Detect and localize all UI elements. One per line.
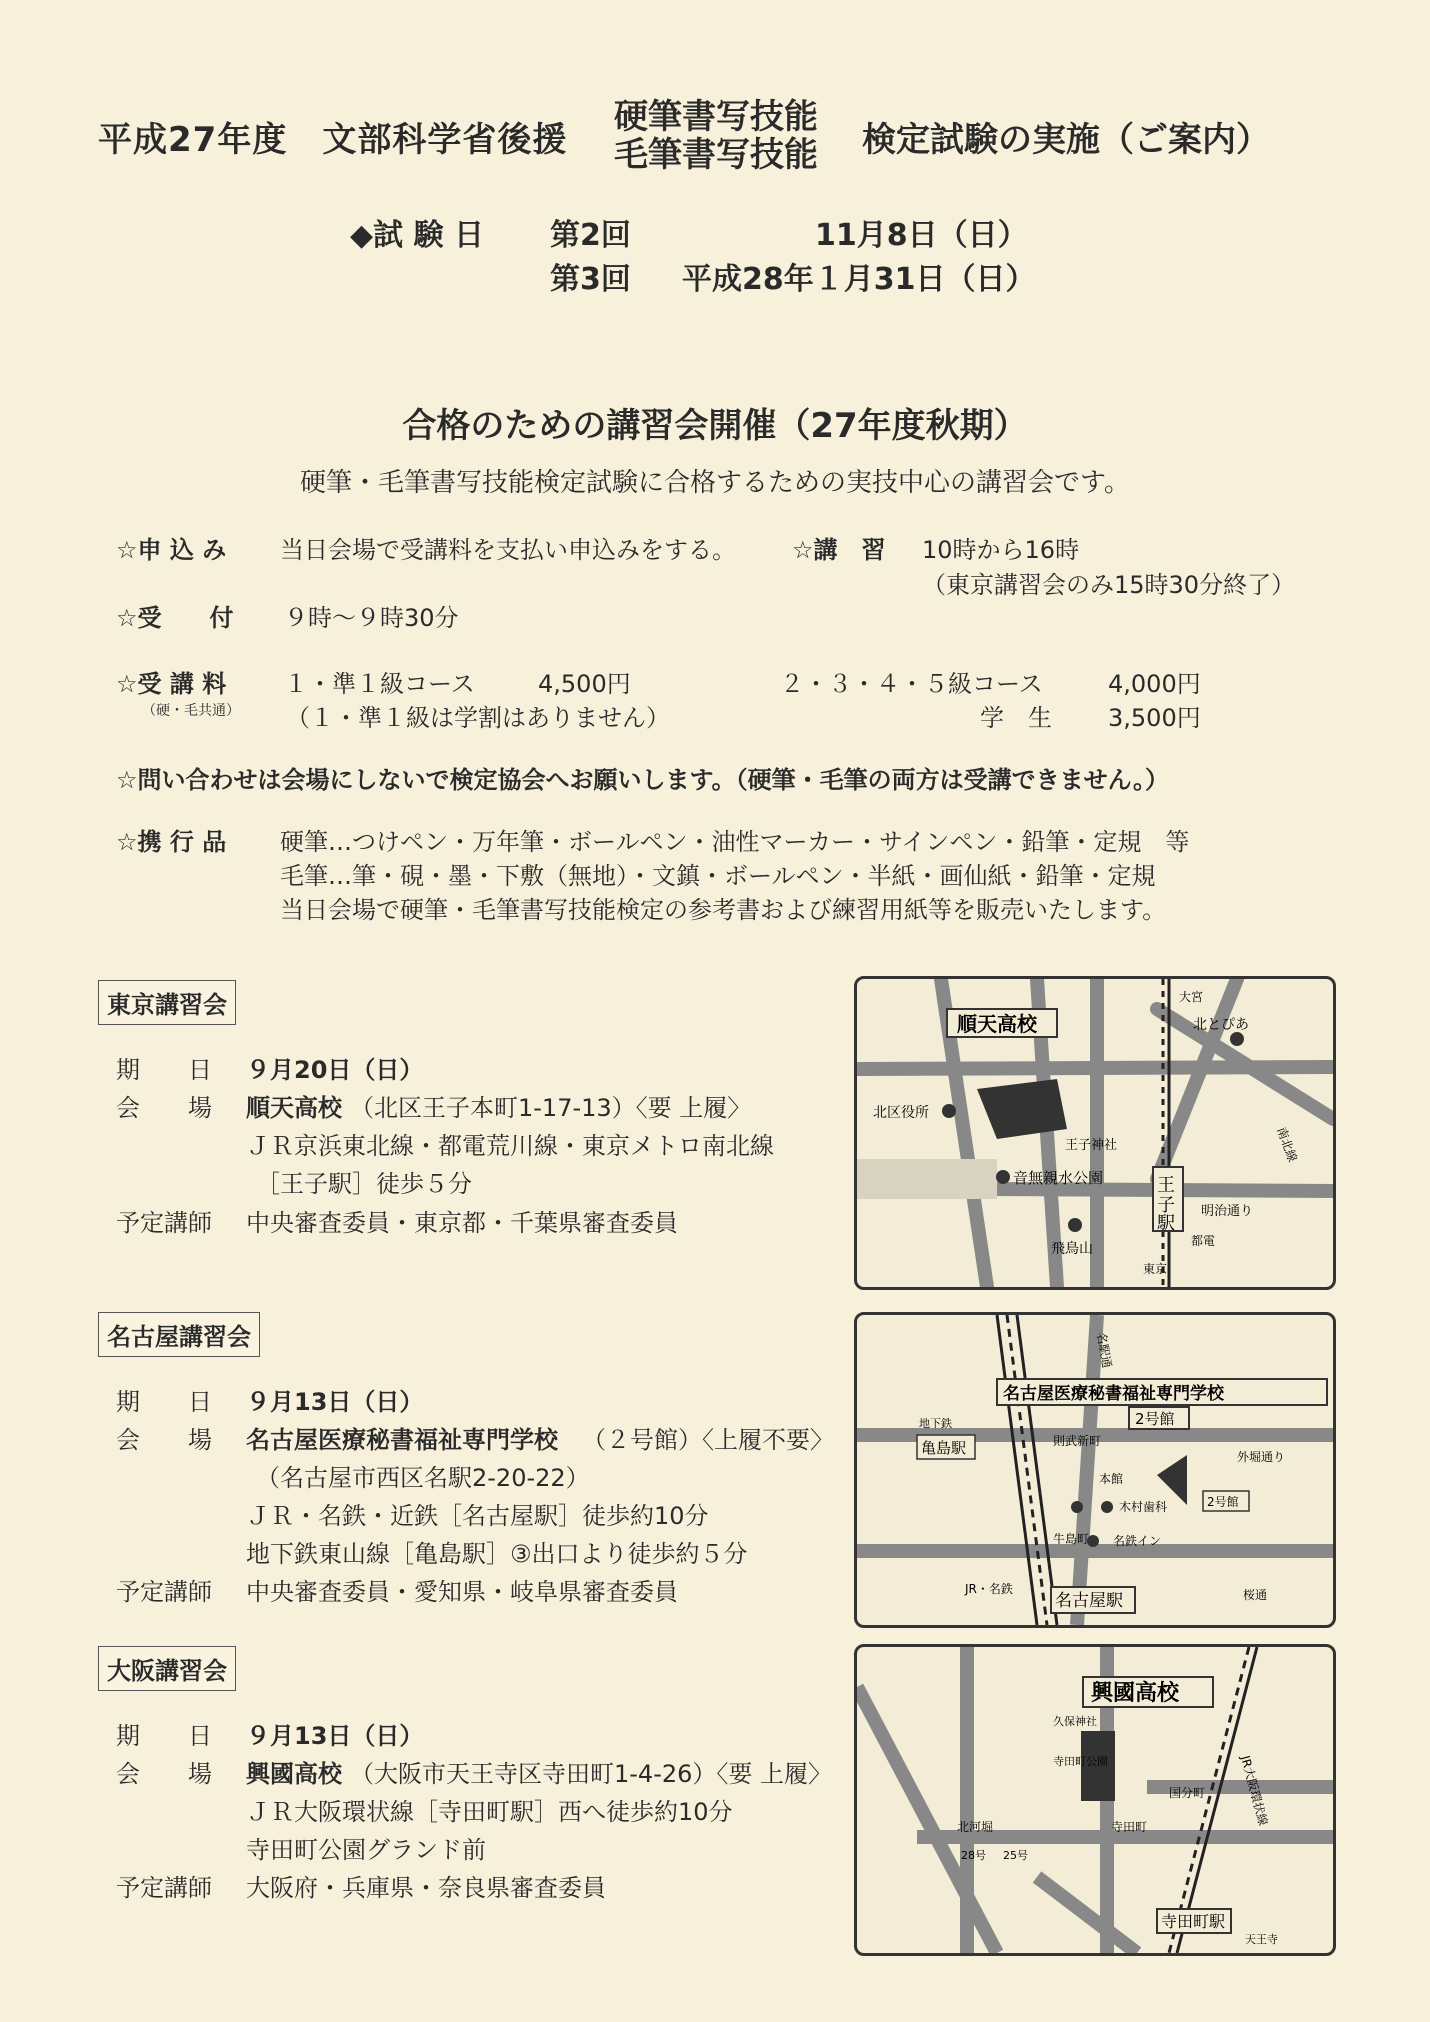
fee-student: 学 生: [980, 704, 1052, 732]
svg-text:王子神社: 王子神社: [1065, 1138, 1118, 1153]
exam-label: ◆試 験 日: [350, 218, 484, 253]
session-tokyo-title: 東京講習会: [98, 980, 236, 1025]
svg-text:飛鳥山: 飛鳥山: [1051, 1241, 1093, 1257]
svg-text:25号: 25号: [1003, 1849, 1028, 1862]
svg-text:牛島町: 牛島町: [1053, 1532, 1090, 1546]
osaka-lecturer-label: 予定講師: [116, 1874, 212, 1902]
nagoya-venue-label: 会 場: [116, 1426, 212, 1454]
svg-text:桜通: 桜通: [1243, 1588, 1268, 1602]
svg-text:JR・名鉄: JR・名鉄: [965, 1582, 1013, 1596]
session-nagoya-title: 名古屋講習会: [98, 1312, 260, 1357]
osaka-lecturer: 大阪府・兵庫県・奈良県審査委員: [246, 1874, 606, 1902]
svg-text:国分町: 国分町: [1169, 1786, 1206, 1800]
tokyo-access-2: ［王子駅］徒歩５分: [256, 1170, 472, 1198]
svg-text:外堀通り: 外堀通り: [1237, 1450, 1286, 1464]
exam-round-3: 第3回: [550, 262, 631, 297]
svg-text:興國高校: 興國高校: [1091, 1681, 1180, 1706]
items-line-1: 硬筆…つけペン・万年筆・ボールペン・油性マーカー・サインペン・鉛筆・定規 等: [280, 828, 1190, 856]
lecture-heading: 合格のための講習会開催（27年度秋期）: [402, 406, 1028, 446]
hours-text: 10時から16時: [922, 536, 1080, 564]
tokyo-lecturer-label: 予定講師: [116, 1209, 212, 1237]
svg-text:大宮: 大宮: [1179, 990, 1204, 1004]
nagoya-date-label: 期 日: [116, 1388, 212, 1416]
svg-text:南北線: 南北線: [1274, 1125, 1300, 1164]
svg-text:亀島駅: 亀島駅: [921, 1439, 967, 1457]
svg-text:JR大阪環状線: JR大阪環状線: [1238, 1754, 1271, 1828]
tokyo-map-station-1: 王: [1157, 1175, 1175, 1196]
tokyo-map-station-3: 駅: [1157, 1213, 1175, 1234]
fee-course1-price: 4,500円: [538, 670, 631, 698]
svg-text:天王寺: 天王寺: [1245, 1933, 1278, 1946]
items-line-2: 毛筆…筆・硯・墨・下敷（無地）・文鎮・ボールペン・半紙・画仙紙・鉛筆・定規: [280, 862, 1156, 890]
svg-text:北区役所: 北区役所: [873, 1105, 929, 1121]
svg-text:北河堀: 北河堀: [957, 1820, 994, 1834]
items-label: ☆携 行 品: [116, 828, 227, 856]
osaka-access-2: 寺田町公園グランド前: [246, 1836, 486, 1864]
fee-course1-note: （１・準１級は学割はありません）: [286, 704, 670, 732]
svg-text:2号館: 2号館: [1135, 1410, 1175, 1428]
svg-text:久保神社: 久保神社: [1053, 1715, 1097, 1728]
reception-label: ☆受 付: [116, 604, 234, 632]
tokyo-venue-name: 順天高校: [246, 1094, 342, 1122]
svg-text:名古屋医療秘書福祉専門学校: 名古屋医療秘書福祉専門学校: [1003, 1384, 1224, 1404]
nagoya-access-1: （名古屋市西区名駅2-20-22）: [256, 1464, 590, 1492]
items-line-3: 当日会場で硬筆・毛筆書写技能検定の参考書および練習用紙等を販売いたします。: [280, 896, 1167, 924]
svg-text:名鉄イン: 名鉄イン: [1113, 1534, 1162, 1548]
nagoya-access-2: ＪＲ・名鉄・近鉄［名古屋駅］徒歩約10分: [246, 1502, 709, 1530]
title-right: 検定試験の実施（ご案内）: [862, 120, 1270, 160]
exam-round-2: 第2回: [550, 218, 631, 253]
tokyo-map-station-2: 子: [1157, 1195, 1175, 1216]
osaka-venue-detail: （大阪市天王寺区寺田町1-4-26）〈要 上履〉: [350, 1760, 833, 1788]
exam-date-3: 平成28年１月31日（日）: [682, 262, 1036, 297]
nagoya-venue-name: 名古屋医療秘書福祉専門学校: [246, 1426, 558, 1454]
svg-text:地下鉄: 地下鉄: [919, 1417, 952, 1430]
svg-text:明治通り: 明治通り: [1201, 1204, 1254, 1219]
tokyo-date-label: 期 日: [116, 1056, 212, 1084]
svg-text:都電: 都電: [1191, 1234, 1216, 1248]
tokyo-venue-label: 会 場: [116, 1094, 212, 1122]
osaka-access-1: ＪＲ大阪環状線［寺田町駅］西へ徒歩約10分: [246, 1798, 733, 1826]
osaka-date-label: 期 日: [116, 1722, 212, 1750]
svg-text:寺田町駅: 寺田町駅: [1161, 1912, 1226, 1931]
osaka-map: [854, 1644, 1336, 1956]
fee-student-price: 3,500円: [1108, 704, 1201, 732]
osaka-date: ９月13日（日）: [246, 1722, 424, 1750]
fee-sub: （硬・毛共通）: [142, 703, 240, 719]
tokyo-date: ９月20日（日）: [246, 1056, 424, 1084]
nagoya-map: [854, 1312, 1336, 1628]
inquiry-note: ☆問い合わせは会場にしないで検定協会へお願いします。（硬筆・毛筆の両方は受講できません。）: [116, 766, 1170, 794]
osaka-venue-label: 会 場: [116, 1760, 212, 1788]
lecture-intro: 硬筆・毛筆書写技能検定試験に合格するための実技中心の講習会です。: [300, 468, 1130, 498]
title-stack-line-1: 硬筆書写技能: [614, 97, 818, 137]
svg-text:音無親水公園: 音無親水公園: [1013, 1169, 1104, 1187]
reception-text: ９時～９時30分: [284, 604, 459, 632]
tokyo-map: [854, 976, 1336, 1290]
svg-text:木村歯科: 木村歯科: [1119, 1500, 1168, 1514]
svg-text:28号: 28号: [961, 1849, 986, 1862]
tokyo-map-school: 順天高校: [957, 1012, 1037, 1036]
svg-text:寺田町公園: 寺田町公園: [1053, 1755, 1108, 1768]
svg-text:則武新町: 則武新町: [1053, 1434, 1102, 1448]
nagoya-lecturer-label: 予定講師: [116, 1578, 212, 1606]
hours-note: （東京講習会のみ15時30分終了）: [922, 571, 1296, 599]
title-stack-line-2: 毛筆書写技能: [614, 135, 818, 175]
svg-text:名駅通: 名駅通: [1094, 1331, 1115, 1369]
svg-text:名古屋駅: 名古屋駅: [1055, 1591, 1123, 1611]
svg-text:本館: 本館: [1099, 1472, 1124, 1486]
nagoya-lecturer: 中央審査委員・愛知県・岐阜県審査委員: [246, 1578, 678, 1606]
svg-text:2号館: 2号館: [1207, 1495, 1239, 1509]
exam-date-2: 11月8日（日）: [815, 218, 1028, 253]
tokyo-access-1: ＪＲ京浜東北線・都電荒川線・東京メトロ南北線: [246, 1132, 774, 1160]
fee-course1: １・準１級コース: [284, 670, 475, 698]
apply-label: ☆申 込 み: [116, 536, 227, 564]
svg-text:寺田町: 寺田町: [1111, 1820, 1148, 1834]
nagoya-venue-detail: （２号館）〈上履不要〉: [582, 1426, 834, 1454]
osaka-venue-name: 興國高校: [246, 1760, 342, 1788]
tokyo-lecturer: 中央審査委員・東京都・千葉県審査委員: [246, 1209, 678, 1237]
svg-text:東京: 東京: [1143, 1262, 1168, 1276]
hours-label: ☆講 習: [792, 536, 886, 564]
svg-text:北とぴあ: 北とぴあ: [1193, 1017, 1249, 1033]
nagoya-date: ９月13日（日）: [246, 1388, 424, 1416]
apply-text: 当日会場で受講料を支払い申込みをする。: [280, 536, 736, 564]
nagoya-access-3: 地下鉄東山線［亀島駅］③出口より徒歩約５分: [246, 1540, 748, 1568]
title-left: 平成27年度 文部科学省後援: [98, 120, 568, 160]
tokyo-venue-detail: （北区王子本町1-17-13）〈要 上履〉: [350, 1094, 752, 1122]
fee-label: ☆受 講 料: [116, 670, 227, 698]
title-stack: [614, 98, 818, 174]
fee-course2: ２・３・４・５級コース: [780, 670, 1043, 698]
session-osaka-title: 大阪講習会: [98, 1646, 236, 1691]
fee-course2-price: 4,000円: [1108, 670, 1201, 698]
